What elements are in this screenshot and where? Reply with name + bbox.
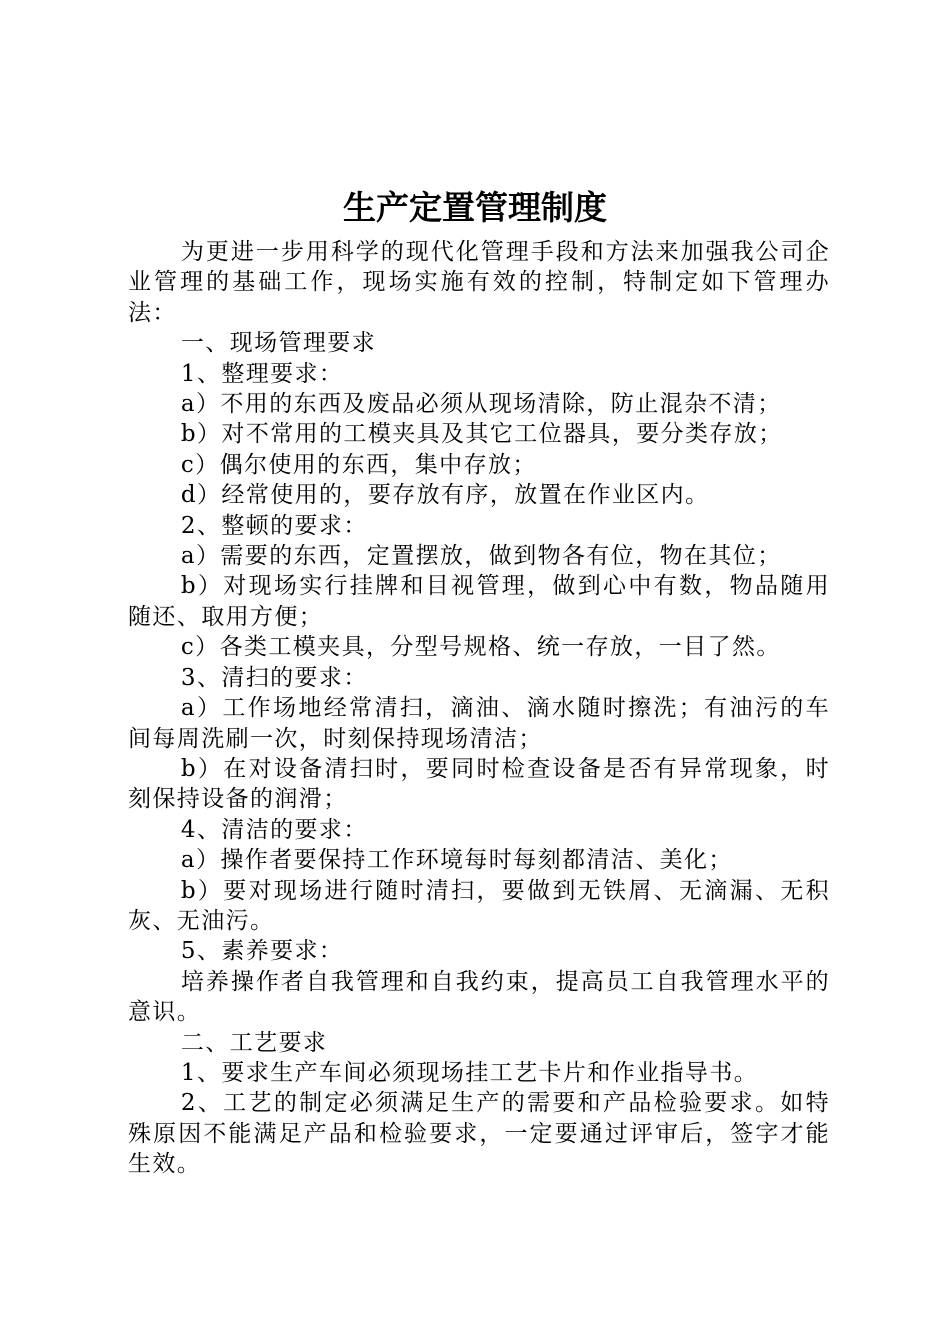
paragraph: 培养操作者自我管理和自我约束，提高员工自我管理水平的意识。 [128,968,830,1026]
paragraph: b）要对现场进行随时清扫，要做到无铁屑、无滴漏、无积灰、无油污。 [128,877,830,934]
paragraph: 2、工艺的制定必须满足生产的需要和产品检验要求。如特殊原因不能满足产品和检验要求，一定要通过评审后，签字才能生效。 [128,1090,830,1178]
document-body [128,237,830,1180]
paragraph: a）工作场地经常清扫，滴油、滴水随时擦洗；有油污的车间每周洗刷一次，时刻保持现场清洁； [128,695,830,752]
paragraph: 一、现场管理要求 [180,330,377,357]
paragraph: b）对不常用的工模夹具及其它工位器具，要分类存放； [180,421,783,448]
paragraph: 5、素养要求： [180,938,344,965]
paragraph: c）偶尔使用的东西，集中存放； [180,451,537,478]
paragraph: 为更进一步用科学的现代化管理手段和方法来加强我公司企业管理的基础工作，现场实施有效的控制，特制定如下管理办法： [128,239,830,326]
paragraph: a）操作者要保持工作环境每时每刻都清洁、美化； [180,847,733,874]
paragraph: 1、要求生产车间必须现场挂工艺卡片和作业指导书。 [180,1059,759,1086]
paragraph: a）需要的东西，定置摆放，做到物各有位，物在其位； [180,543,782,570]
paragraph: 二、工艺要求 [180,1029,328,1056]
paragraph: b）对现场实行挂牌和目视管理，做到心中有数，物品随用随还、取用方便； [128,573,830,630]
paragraph: 2、整顿的要求： [180,512,368,539]
paragraph: 3、清扫的要求： [180,664,368,691]
paragraph: a）不用的东西及废品必须从现场清除，防止混杂不清； [180,391,782,418]
paragraph: d）经常使用的，要存放有序，放置在作业区内。 [180,482,710,509]
paragraph: c）各类工模夹具，分型号规格、统一存放，一目了然。 [180,634,781,661]
paragraph: b）在对设备清扫时，要同时检查设备是否有异常现象，时刻保持设备的润滑； [128,755,830,813]
paragraph: 4、清洁的要求： [180,816,368,843]
document-title: 生产定置管理制度 [343,188,607,227]
paragraph: 1、整理要求： [180,360,344,387]
